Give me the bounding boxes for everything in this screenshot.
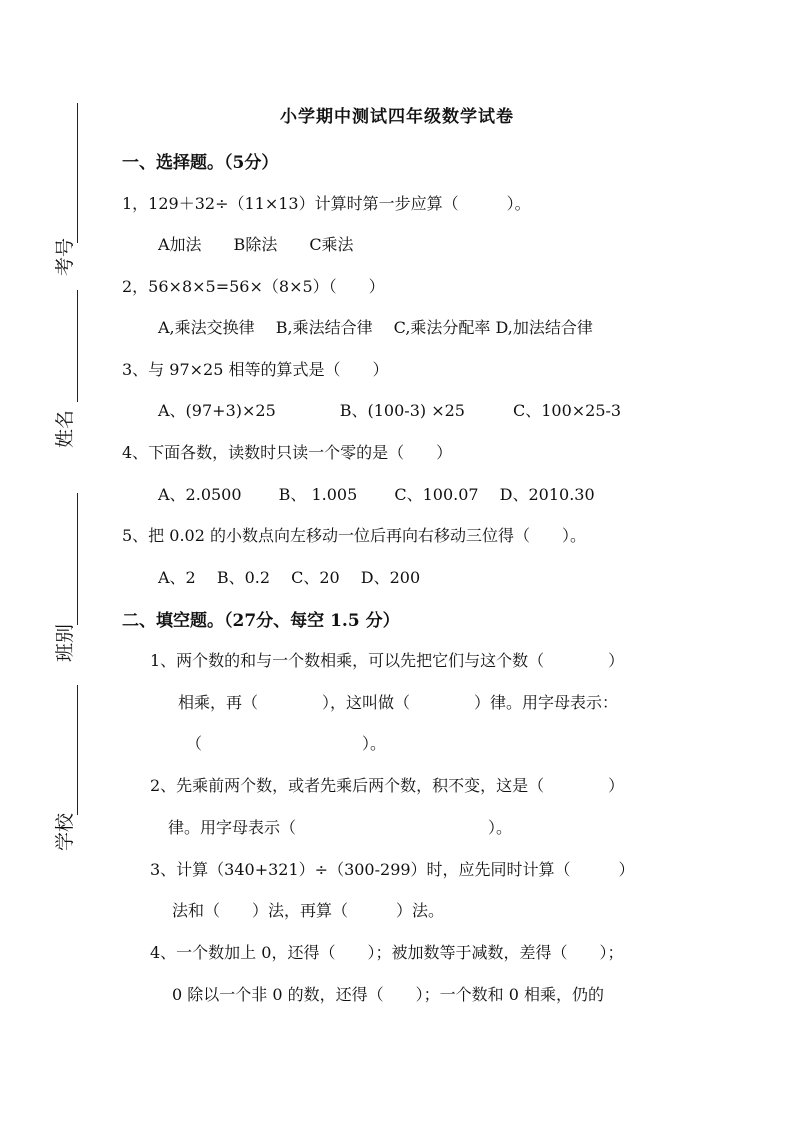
question-3-options: A、(97+3)×25 B、(100-3) ×25 C、100×25-3 [158, 401, 622, 420]
fill-3-line-1: 3、计算（340+321）÷（300-299）时，应先同时计算（ ） [150, 860, 635, 879]
question-4-options: A、2.0500 B、 1.005 C、100.07 D、2010.30 [158, 485, 595, 504]
banbie-label: 班别 [54, 623, 76, 662]
xingming-line [77, 290, 78, 402]
question-5: 5、把 0.02 的小数点向左移动一位后再向右移动三位得（ ）。 [122, 526, 586, 545]
fill-1-line-3: （ ）。 [186, 734, 387, 753]
fill-4-line-1: 4、一个数加上 0，还得（ ）；被加数等于减数，差得（ ）； [150, 943, 624, 962]
fill-2-line-1: 2、先乘前两个数，或者先乘后两个数，积不变，这是（ ） [150, 776, 625, 795]
question-1-options: A加法 B除法 C乘法 [158, 235, 354, 254]
banbie-line [77, 493, 78, 625]
question-1: 1，129＋32÷（11×13）计算时第一步应算（ ）。 [122, 194, 531, 213]
fill-1-line-2: 相乘，再（ ），这叫做（ ）律。用字母表示： [178, 693, 619, 712]
question-4: 4、下面各数，读数时只读一个零的是（ ） [122, 443, 453, 462]
xingming-label: 姓名 [54, 409, 76, 448]
question-2: 2，56×8×5=56×（8×5）（ ） [122, 277, 385, 296]
page-title: 小学期中测试四年级数学试卷 [280, 107, 514, 127]
xuexiao-label: 学校 [54, 812, 76, 851]
kaohao-label: 考号 [54, 237, 76, 276]
section2-heading: 二、填空题。（27分、每空 1.5 分） [122, 611, 400, 631]
section1-heading: 一、选择题。（5分） [122, 153, 279, 173]
binding-margin [0, 0, 100, 1122]
question-5-options: A、2 B、0.2 C、20 D、200 [158, 568, 421, 587]
fill-2-line-2: 律。用字母表示（ ）。 [168, 818, 513, 837]
fill-3-line-2: 法和（ ）法，再算（ ）法。 [172, 901, 445, 920]
question-3: 3、与 97×25 相等的算式是（ ） [122, 360, 389, 379]
fill-4-line-2: 0 除以一个非 0 的数，还得（ ）；一个数和 0 相乘，仍的 [172, 985, 604, 1004]
xuexiao-line [77, 685, 78, 815]
question-2-options: A,乘法交换律 B,乘法结合律 C,乘法分配率 D,加法结合律 [158, 318, 593, 337]
fill-1-line-1: 1、两个数的和与一个数相乘，可以先把它们与这个数（ ） [150, 651, 625, 670]
